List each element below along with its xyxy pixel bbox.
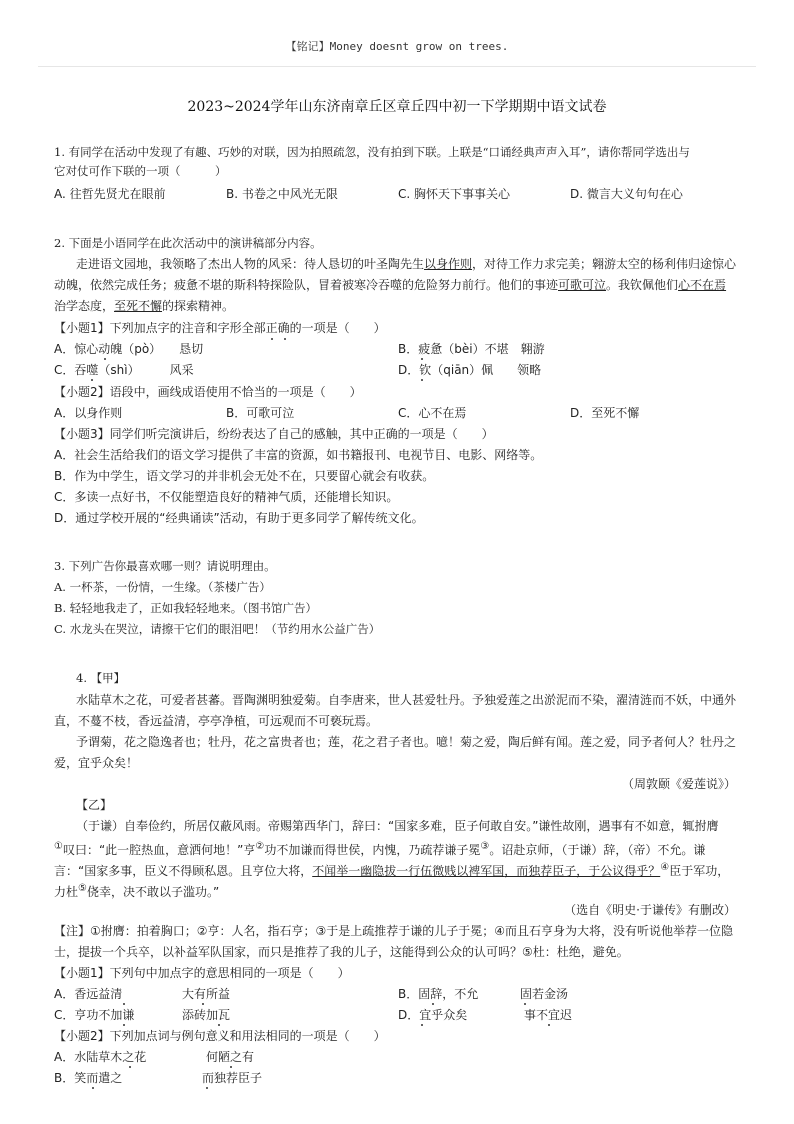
q4-note-line1: 【注】①拊膺：拍着胸口；②亨：人名，指石亨；③于是上疏推荐于谦的儿子于冕；④而且石亨身为大将，没有听说他举荐一位隐 (54, 924, 734, 938)
q2-sub2-option-c: C．心不在焉 (398, 406, 467, 420)
emphasis-dot (421, 358, 423, 360)
emphasis-dot (271, 338, 273, 340)
q4-yi-line1: （于谦）自奉俭约，所居仅蔽风雨。帝赐第西华门，辞曰：“国家多难，臣子何敢自安。”谦性故刚，遇事有不如意，辄拊膺 (76, 819, 719, 833)
q2-sub1-option-a: A．惊心动魄（pò） 恳切 (54, 342, 204, 356)
q1-option-d: D. 微言大义句句在心 (570, 187, 683, 201)
q2-passage-line2: 动魄，依然完成任务；疲惫不堪的斯科特探险队，冒着被寒冷吞噬的危险努力前行。他们的事迹可歌可泣。我钦佩他们心不在焉 (54, 278, 727, 292)
emphasis-dot (123, 1024, 125, 1026)
q4-sub1-option-c2: 添砖加瓦 (182, 1008, 231, 1022)
q2-sub1-option-b: B．疲惫（bèi）不堪 翱游 (398, 342, 545, 356)
q2-sub2-option-a: A．以身作则 (54, 406, 123, 420)
q4-jia-line3: 予谓菊，花之隐逸者也；牡丹，花之富贵者也；莲，花之君子者也。噫！菊之爱，陶后鲜有闻。莲之爱，同予者何人？牡丹之 (76, 735, 737, 749)
q1-option-b: B. 书卷之中风光无限 (226, 187, 338, 201)
q2-sub1-option-d: D．钦（qiān）佩 领略 (398, 363, 542, 377)
q2-sub3-option-b: B．作为中学生，语文学习的并非机会无处不在，只要留心就会有收获。 (54, 469, 435, 483)
q4-sub1-option-b2: 固若金汤 (520, 987, 569, 1001)
q4-sub1-option-d1: D．宜乎众矣 (398, 1008, 468, 1022)
emphasis-dot (123, 1003, 125, 1005)
q4-sub1-option-a1: A．香远益清 (54, 987, 123, 1001)
q2-sub1-question: 【小题1】下列加点字的注音和字形全部正确的一项是（ ） (54, 321, 386, 335)
q4-jia-line1: 水陆草木之花，可爱者甚蕃。晋陶渊明独爱菊。自李唐来，世人甚爱牡丹。予独爱莲之出淤泥而不染，濯清涟而不妖，中通外 (76, 693, 737, 707)
q4-label-yi: 【乙】 (76, 798, 113, 812)
q4-sub1-option-b1: B．固辞，不允 (398, 987, 479, 1001)
q2-sub2-option-d: D．至死不懈 (570, 406, 640, 420)
q4-sub2-option-b2: 而独荐臣子 (202, 1071, 263, 1085)
q4-sub2-option-a2: 何陋之有 (206, 1050, 255, 1064)
q4-yi-source: （选自《明史·于谦传》有删改） (564, 903, 736, 917)
q4-jia-line4: 爱，宜乎众矣！ (54, 756, 139, 770)
q1-option-a: A. 往哲先贤尤在眼前 (54, 187, 166, 201)
emphasis-dot (421, 379, 423, 381)
emphasis-dot (206, 1087, 208, 1089)
q4-sub1-option-a2: 大有所益 (182, 987, 231, 1001)
q4-jia-source: （周敦颐《爱莲说》） (621, 777, 736, 791)
emphasis-dot (92, 1087, 94, 1089)
emphasis-dot (202, 1003, 204, 1005)
q4-sub2-option-b1: B．笑而遣之 (54, 1071, 123, 1085)
emphasis-dot (129, 1066, 131, 1068)
emphasis-dot (104, 358, 106, 360)
q1-option-c: C. 胸怀天下事事关心 (398, 187, 511, 201)
emphasis-dot (524, 1003, 526, 1005)
q1-stem-line1: 1. 有同学在活动中发现了有趣、巧妙的对联，因为拍照疏忽，没有拍到下联。上联是“口诵经典声声入耳”，请你帮同学选出与 (54, 145, 690, 159)
q4-label-jia: 4. 【甲】 (76, 671, 126, 685)
emphasis-dot (284, 338, 286, 340)
q1-stem-line2: 它对仗可作下联的一项（ ） (54, 164, 227, 178)
q2-sub3-option-a: A．社会生活给我们的语文学习提供了丰富的资源，如书籍报刊、电视节目、电影、网络等。 (54, 448, 543, 462)
q3-option-a: A. 一杯茶，一份情，一生缘。（茶楼广告） (54, 580, 271, 594)
emphasis-dot (421, 1024, 423, 1026)
q2-passage-line3: 治学态度，至死不懈的探索精神。 (54, 299, 235, 313)
q2-passage-line1: 走进语文园地，我领略了杰出人物的风采：待人恳切的叶圣陶先生以身作则，对待工作力求完美；翱游太空的杨利伟归途惊心 (76, 257, 737, 271)
q2-sub3-option-d: D．通过学校开展的“经典诵读”活动，有助于更多同学了解传统文化。 (54, 511, 424, 525)
page-header: 【铭记】Money doesnt grow on trees. (285, 40, 509, 53)
q4-jia-line2: 直，不蔓不枝，香远益清，亭亭净植，可远观而不可亵玩焉。 (54, 714, 379, 728)
page-title: 2023~2024学年山东济南章丘区章丘四中初一下学期期中语文试卷 (187, 99, 607, 115)
q4-yi-line3: 言：“国家多事，臣义不得顾私恩。且亨位大将，不闻举一幽隐拔一行伍微贱以裨军国，而独荐臣子，于公议得乎？④臣于军功， (54, 862, 730, 878)
q4-yi-line2: ①叹曰：“此一腔热血，意洒何地！”亨②功不加谦而得世侯，内愧，乃疏荐谦子冕③。诏赴京师，（于谦）辞，（帝）不允。谦 (54, 841, 706, 857)
emphasis-dot (91, 379, 93, 381)
q2-stem: 2. 下面是小语同学在此次活动中的演讲稿部分内容。 (54, 236, 322, 250)
emphasis-dot (230, 1066, 232, 1068)
q4-yi-line4: 力杜⑤侥幸，决不敢以子滥功。” (54, 883, 220, 899)
q2-sub3-question: 【小题3】同学们听完演讲后，纷纷表达了自己的感触，其中正确的一项是（ ） (54, 427, 494, 441)
q4-sub2-option-a1: A．水陆草木之花 (54, 1050, 147, 1064)
emphasis-dot (218, 1024, 220, 1026)
q4-sub1-question: 【小题1】下列句中加点字的意思相同的一项是（ ） (54, 966, 350, 980)
q4-sub2-question: 【小题2】下列加点词与例句意义和用法相同的一项是（ ） (54, 1029, 386, 1043)
q2-sub3-option-c: C．多读一点好书，不仅能塑造良好的精神气质，还能增长知识。 (54, 490, 399, 504)
q4-sub1-option-d2: 事不宜迟 (524, 1008, 573, 1022)
q4-note-line2: 士，提拔一个兵卒，以补益军队国家，而只是推荐了我的儿子，这能得到公众的认可吗？⑤杜：杜绝，避免。 (54, 945, 629, 959)
header-divider (38, 66, 756, 67)
q3-option-b: B. 轻轻地我走了，正如我轻轻地来。（图书馆广告） (54, 601, 318, 615)
q2-sub2-option-b: B．可歌可泣 (226, 406, 295, 420)
q2-sub1-option-c: C．吞噬（shì） 风采 (54, 363, 194, 377)
q4-sub1-option-c1: C．亨功不加谦 (54, 1008, 135, 1022)
emphasis-dot (548, 1024, 550, 1026)
q3-stem: 3. 下列广告你最喜欢哪一则？请说明理由。 (54, 559, 276, 573)
emphasis-dot (432, 1003, 434, 1005)
q2-sub2-question: 【小题2】语段中，画线成语使用不恰当的一项是（ ） (54, 385, 362, 399)
q3-option-c: C. 水龙头在哭泣，请擦干它们的眼泪吧！（节约用水公益广告） (54, 622, 381, 636)
